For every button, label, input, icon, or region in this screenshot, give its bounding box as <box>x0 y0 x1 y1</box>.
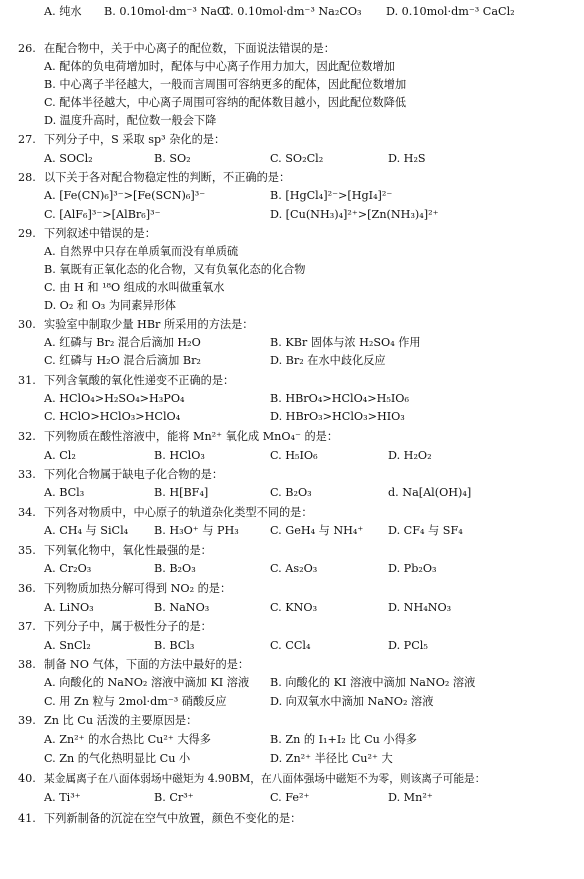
option-b: B. BCl₃ <box>154 639 195 652</box>
option-c: C. 用 Zn 粒与 2mol·dm⁻³ 硝酸反应 <box>44 695 227 708</box>
option-a: A. SnCl₂ <box>44 639 91 652</box>
option-c: C. 配体半径越大，中心离子周围可容纳的配体数目越小，因此配位数降低 <box>44 96 407 109</box>
option-b: B. H[BF₄] <box>154 486 209 499</box>
question-number: 35. <box>18 544 36 557</box>
question-stem: 下列各对物质中，中心原子的轨道杂化类型不同的是： <box>44 506 313 519</box>
option-b: B. NaNO₃ <box>154 601 210 614</box>
option-d: D. Pb₂O₃ <box>388 562 437 575</box>
question-stem: 下列分子中，属于极性分子的是： <box>44 620 212 633</box>
question-number: 28. <box>18 171 36 184</box>
question-number: 31. <box>18 374 36 387</box>
option-c: C. HClO>HClO₃>HClO₄ <box>44 410 181 423</box>
question-stem: 在配合物中，关于中心离子的配位数，下面说法错误的是： <box>44 42 335 55</box>
question-stem: 下列叙述中错误的是： <box>44 227 156 240</box>
option-b: B. HClO₃ <box>154 449 205 462</box>
question-stem: 下列分子中，S 采取 sp³ 杂化的是： <box>44 133 226 146</box>
option-a: A. 红磷与 Br₂ 混合后滴加 H₂O <box>44 336 201 349</box>
option-d: D. Mn²⁺ <box>388 791 433 804</box>
option-d: D. [Cu(NH₃)₄]²⁺>[Zn(NH₃)₄]²⁺ <box>270 208 439 221</box>
question-number: 36. <box>18 582 36 595</box>
question-number: 26. <box>18 42 36 55</box>
question-stem: 某金属离子在八面体弱场中磁矩为 4.90BM，在八面体强场中磁矩不为零，则该离子可能是： <box>44 772 486 785</box>
question-number: 32. <box>18 430 36 443</box>
option-c: C. CCl₄ <box>270 639 311 652</box>
option-c: C. As₂O₃ <box>270 562 318 575</box>
option-b: B. B₂O₃ <box>154 562 196 575</box>
option-a: A. HClO₄>H₂SO₄>H₃PO₄ <box>44 392 185 405</box>
option-d: D. O₂ 和 O₃ 为同素异形体 <box>44 299 176 312</box>
question-number: 40. <box>18 772 36 785</box>
option-d: D. 温度升高时，配位数一般会下降 <box>44 114 217 127</box>
question-number: 37. <box>18 620 36 633</box>
question-stem: 制备 NO 气体，下面的方法中最好的是： <box>44 658 250 671</box>
option-d: d. Na[Al(OH)₄] <box>388 486 472 499</box>
option-b: B. KBr 固体与浓 H₂SO₄ 作用 <box>270 336 421 349</box>
question-stem: Zn 比 Cu 活泼的主要原因是： <box>44 714 198 727</box>
question-stem: 下列新制备的沉淀在空气中放置，颜色不变化的是： <box>44 812 302 825</box>
option-a: A. Cl₂ <box>44 449 76 462</box>
option-a: A. SOCl₂ <box>44 152 93 165</box>
question-number: 41. <box>18 812 36 825</box>
option-a: A. 向酸化的 NaNO₂ 溶液中滴加 KI 溶液 <box>44 676 250 689</box>
question-stem: 以下关于各对配合物稳定性的判断，不正确的是： <box>44 171 291 184</box>
option-a: A. 配体的负电荷增加时，配体与中心离子作用力加大，因此配位数增加 <box>44 60 395 73</box>
option-a: A. LiNO₃ <box>44 601 94 614</box>
option-d: D. 0.10mol·dm⁻³ CaCl₂ <box>386 5 515 18</box>
option-c: C. 0.10mol·dm⁻³ Na₂CO₃ <box>222 5 362 18</box>
option-a: A. 纯水 <box>44 5 82 18</box>
question-number: 33. <box>18 468 36 481</box>
option-a: A. Ti³⁺ <box>44 791 81 804</box>
option-c: C. B₂O₃ <box>270 486 312 499</box>
question-stem: 下列物质加热分解可得到 NO₂ 的是： <box>44 582 232 595</box>
option-b: B. 0.10mol·dm⁻³ NaCl <box>104 5 230 18</box>
option-d: D. 向双氧水中滴加 NaNO₂ 溶液 <box>270 695 434 708</box>
option-d: D. NH₄NO₃ <box>388 601 452 614</box>
option-d: D. PCl₅ <box>388 639 428 652</box>
option-b: B. HBrO₄>HClO₄>H₅IO₆ <box>270 392 409 405</box>
question-stem: 下列化合物属于缺电子化合物的是： <box>44 468 224 481</box>
option-d: D. Br₂ 在水中歧化反应 <box>270 354 386 367</box>
option-c: C. Fe²⁺ <box>270 791 310 804</box>
option-c: C. SO₂Cl₂ <box>270 152 324 165</box>
option-c: C. Zn 的气化热明显比 Cu 小 <box>44 752 191 765</box>
option-c: C. H₅IO₆ <box>270 449 318 462</box>
option-d: D. CF₄ 与 SF₄ <box>388 524 463 537</box>
question-stem: 下列氧化物中，氧化性最强的是： <box>44 544 212 557</box>
option-a: A. Cr₂O₃ <box>44 562 92 575</box>
option-c: C. GeH₄ 与 NH₄⁺ <box>270 524 364 537</box>
option-d: D. H₂S <box>388 152 426 165</box>
option-a: A. BCl₃ <box>44 486 85 499</box>
question-number: 38. <box>18 658 36 671</box>
option-a: A. 自然界中只存在单质氧而没有单质硫 <box>44 245 239 258</box>
question-stem: 实验室中制取少量 HBr 所采用的方法是： <box>44 318 254 331</box>
option-a: A. CH₄ 与 SiCl₄ <box>44 524 129 537</box>
option-c: C. 红磷与 H₂O 混合后滴加 Br₂ <box>44 354 201 367</box>
option-a: A. Zn²⁺ 的水合热比 Cu²⁺ 大得多 <box>44 733 211 746</box>
option-d: D. H₂O₂ <box>388 449 432 462</box>
option-b: B. Zn 的 I₁+I₂ 比 Cu 小得多 <box>270 733 417 746</box>
question-stem: 下列物质在酸性溶液中，能将 Mn²⁺ 氧化成 MnO₄⁻ 的是： <box>44 430 339 443</box>
option-b: B. [HgCl₄]²⁻>[HgI₄]²⁻ <box>270 189 393 202</box>
option-c: C. KNO₃ <box>270 601 318 614</box>
option-c: C. 由 H 和 ¹⁸O 组成的水叫做重氧水 <box>44 281 225 294</box>
question-number: 29. <box>18 227 36 240</box>
option-d: D. HBrO₃>HClO₃>HIO₃ <box>270 410 405 423</box>
option-b: B. SO₂ <box>154 152 191 165</box>
option-b: B. 氧既有正氧化态的化合物，又有负氧化态的化合物 <box>44 263 306 276</box>
question-number: 27. <box>18 133 36 146</box>
question-number: 39. <box>18 714 36 727</box>
option-b: B. H₃O⁺ 与 PH₃ <box>154 524 239 537</box>
option-b: B. 向酸化的 KI 溶液中滴加 NaNO₂ 溶液 <box>270 676 476 689</box>
option-a: A. [Fe(CN)₆]³⁻>[Fe(SCN)₆]³⁻ <box>44 189 206 202</box>
question-number: 34. <box>18 506 36 519</box>
option-d: D. Zn²⁺ 半径比 Cu²⁺ 大 <box>270 752 393 765</box>
option-b: B. Cr³⁺ <box>154 791 194 804</box>
question-stem: 下列含氧酸的氧化性递变不正确的是： <box>44 374 235 387</box>
option-c: C. [AlF₆]³⁻>[AlBr₆]³⁻ <box>44 208 161 221</box>
question-number: 30. <box>18 318 36 331</box>
option-b: B. 中心离子半径越大，一般而言周围可容纳更多的配体，因此配位数增加 <box>44 78 407 91</box>
